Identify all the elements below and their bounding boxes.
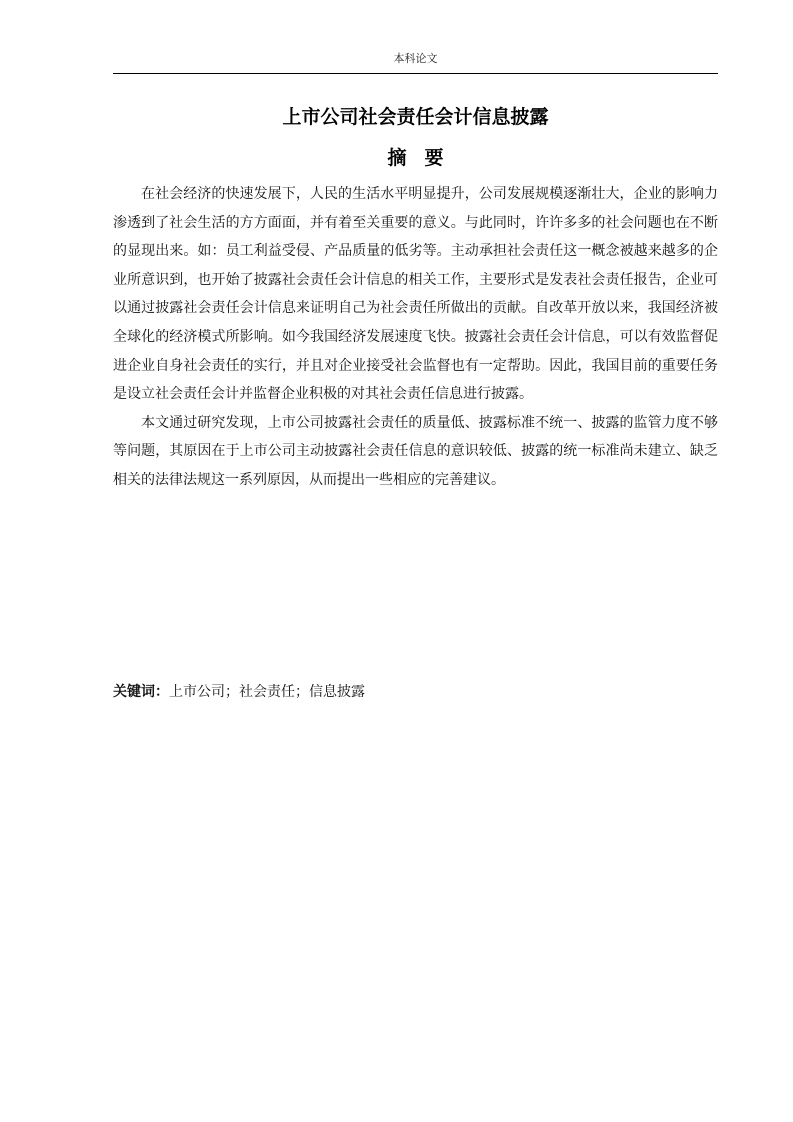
abstract-paragraph-2: 本文通过研究发现，上市公司披露社会责任的质量低、披露标准不统一、披露的监管力度不够等问题，其原因在于上市公司主动披露社会责任信息的意识较低、披露的统一标准尚未建立、缺乏相关的法律法规这一系列原因，从而提出一些相应的完善建议。 [113, 414, 718, 488]
document-title: 上市公司社会责任会计信息披露 [282, 106, 549, 128]
keywords-label: 关键词： [113, 684, 169, 700]
abstract-paragraph-1: 在社会经济的快速发展下，人民的生活水平明显提升，公司发展规模逐渐壮大，企业的影响力渗透到了社会生活的方方面面，并有着至关重要的意义。与此同时，许许多多的社会问题也在不断的显现出来。如：员工利益受侵、产品质量的低劣等。主动承担社会责任这一概念被越来越多的企业所意识到，也开始了披露社会责任会计信息的相关工作，主要形式是发表社会责任报告，企业可以通过披露社会责任会计信息来证明自己为社会责任所做出的贡献。自改革开放以来，我国经济被全球化的经济模式所影响。如今我国经济发展速度飞快。披露社会责任会计信息，可以有效监督促进企业自身社会责任的实行，并且对企业接受社会监督也有一定帮助。因此，我国目前的重要任务是设立社会责任会计并监督企业积极的对其社会责任信息进行披露。 [113, 186, 718, 403]
keywords-value: 上市公司；社会责任；信息披露 [169, 684, 365, 700]
header-divider [113, 73, 718, 74]
running-header: 本科论文 [393, 52, 438, 65]
abstract-body [113, 180, 718, 495]
keywords-line [113, 680, 718, 704]
abstract-heading: 摘要 [387, 147, 462, 169]
